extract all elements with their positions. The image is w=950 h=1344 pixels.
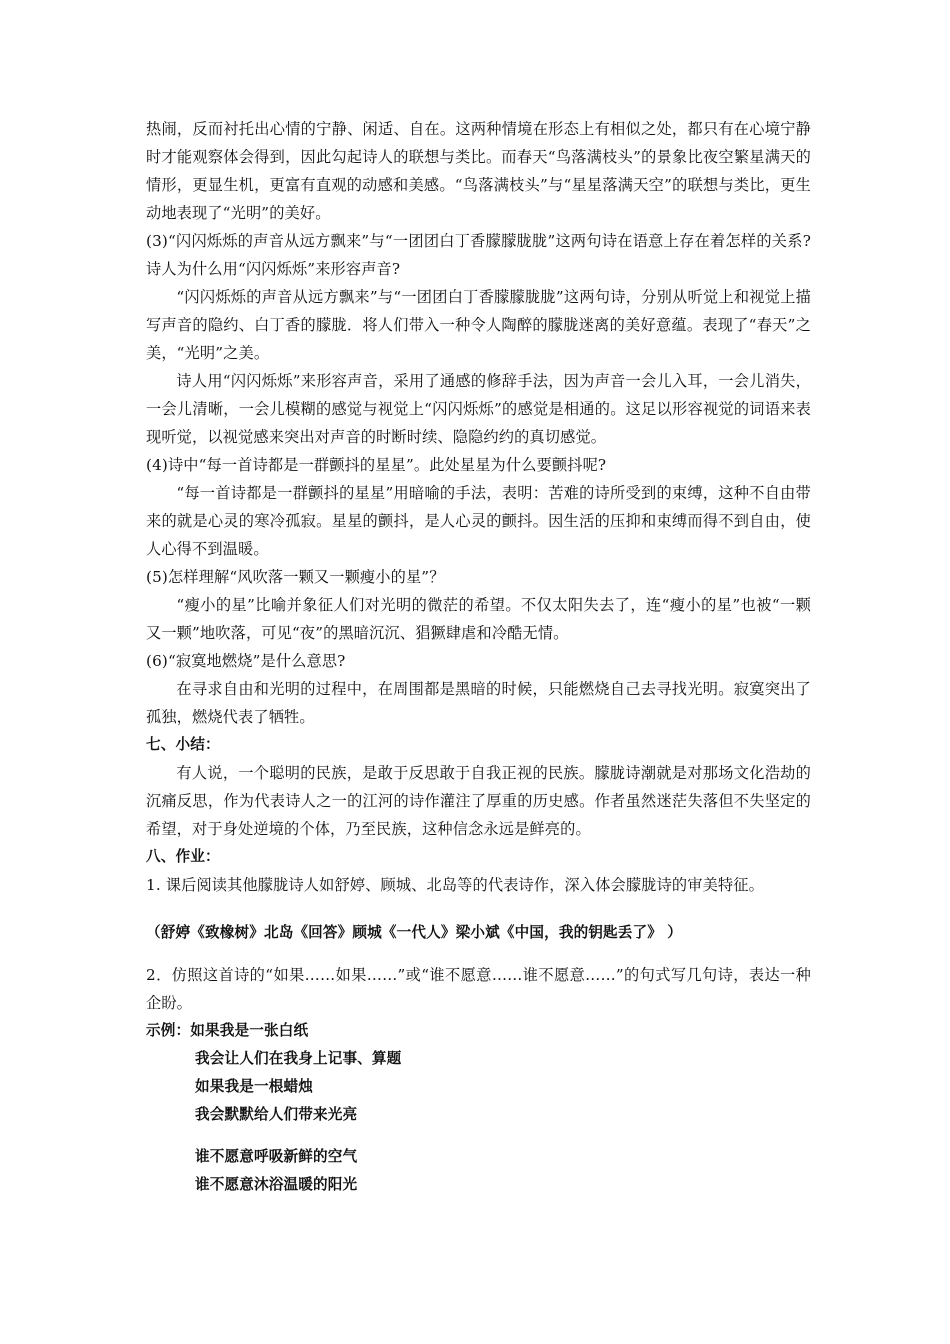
- spacer: [146, 947, 811, 961]
- section-heading-homework: 八、作业：: [146, 848, 220, 865]
- document-page: [146, 115, 811, 1199]
- poem-line: 我会让人们在我身上记事、算题: [195, 1050, 402, 1067]
- answer-6: 在寻求自由和光明的过程中，在周围都是黑暗的时候，只能燃烧自己去寻找光明。寂寞突出了孤独，燃烧代表了牺牲。: [146, 680, 811, 726]
- spacer: [146, 1129, 811, 1143]
- answer-5: “瘦小的星”比喻并象征人们对光明的微茫的希望。不仅太阳失去了，连“瘦小的星”也被“一颗又一颗”地吹落，可见“夜”的黑暗沉沉、猖獗肆虐和冷酷无情。: [146, 596, 811, 642]
- answer-4: “每一首诗都是一群颤抖的星星”用暗喻的手法，表明：苦难的诗所受到的束缚，这种不自由带来的就是心灵的寒冷孤寂。星星的颤抖，是人心灵的颤抖。因生活的压抑和束缚而得不到自由，使人心得不到温暖。: [146, 484, 811, 558]
- question-4: (4)诗中“每一首诗都是一群颤抖的星星”。此处星星为什么要颤抖呢?: [146, 456, 607, 474]
- poem-line: 我会默默给人们带来光亮: [195, 1106, 358, 1123]
- answer-3-part-2: 诗人用“闪闪烁烁”来形容声音，采用了通感的修辞手法，因为声音一会儿入耳，一会儿消失，一会儿清晰，一会儿模糊的感觉与视觉上“闪闪烁烁”的感觉是相通的。这足以形容视觉的词语来表现听觉，以视觉感来突出对声音的时断时续、隐隐约约的真切感觉。: [146, 372, 811, 446]
- spacer: [146, 899, 811, 919]
- question-6: (6)“寂寞地燃烧”是什么意思?: [146, 652, 346, 670]
- question-5: (5)怎样理解“风吹落一颗又一颗瘦小的星”？: [146, 568, 445, 586]
- poem-line: 如果我是一根蜡烛: [195, 1078, 313, 1095]
- paragraph-intro: 热闹，反而衬托出心情的宁静、闲适、自在。这两种情境在形态上有相似之处，都只有在心境宁静时才能观察体会得到，因此勾起诗人的联想与类比。而春天“鸟落满枝头”的景象比夜空繁星满天的情形，更显生机，更富有直观的动感和美感。“鸟落满枝头”与“星星落满天空”的联想与类比，更生动地表现了“光明”的美好。: [146, 120, 811, 222]
- answer-3-part-1: “闪闪烁烁的声音从远方飘来”与“一团团白丁香朦朦胧胧”这两句诗，分别从听觉上和视觉上描写声音的隐约、白丁香的朦胧．将人们带入一种令人陶醉的朦胧迷离的美好意蕴。表现了“春天”之美，“光明”之美。: [146, 288, 811, 362]
- homework-item-1: 1. 课后阅读其他朦胧诗人如舒婷、顾城、北岛等的代表诗作，深入体会朦胧诗的审美特征。: [146, 876, 764, 894]
- homework-item-2: 2．仿照这首诗的“如果……如果……”或“谁不愿意……谁不愿意……”的句式写几句诗，表达一种企盼。: [146, 966, 811, 1012]
- poem-line: 谁不愿意呼吸新鲜的空气: [195, 1148, 358, 1165]
- summary-paragraph: 有人说，一个聪明的民族，是敢于反思敢于自我正视的民族。朦胧诗潮就是对那场文化浩劫的沉痛反思，作为代表诗人之一的江河的诗作灌注了厚重的历史感。作者虽然迷茫失落但不失坚定的希望，对于身处逆境的个体，乃至民族，这种信念永远是鲜亮的。: [146, 764, 811, 838]
- reference-works: （舒婷《致橡树》北岛《回答》顾城《一代人》梁小斌《中国，我的钥匙丢了》 ）: [146, 924, 683, 941]
- question-3: (3)“闪闪烁烁的声音从远方飘来”与“一团团白丁香朦朦胧胧”这两句诗在语意上存在着怎样的关系?诗人为什么用“闪闪烁烁”来形容声音?: [146, 232, 811, 278]
- poem-line: 谁不愿意沐浴温暖的阳光: [195, 1176, 358, 1193]
- section-heading-summary: 七、小结：: [146, 736, 220, 753]
- example-label: 示例：如果我是一张白纸: [146, 1022, 309, 1039]
